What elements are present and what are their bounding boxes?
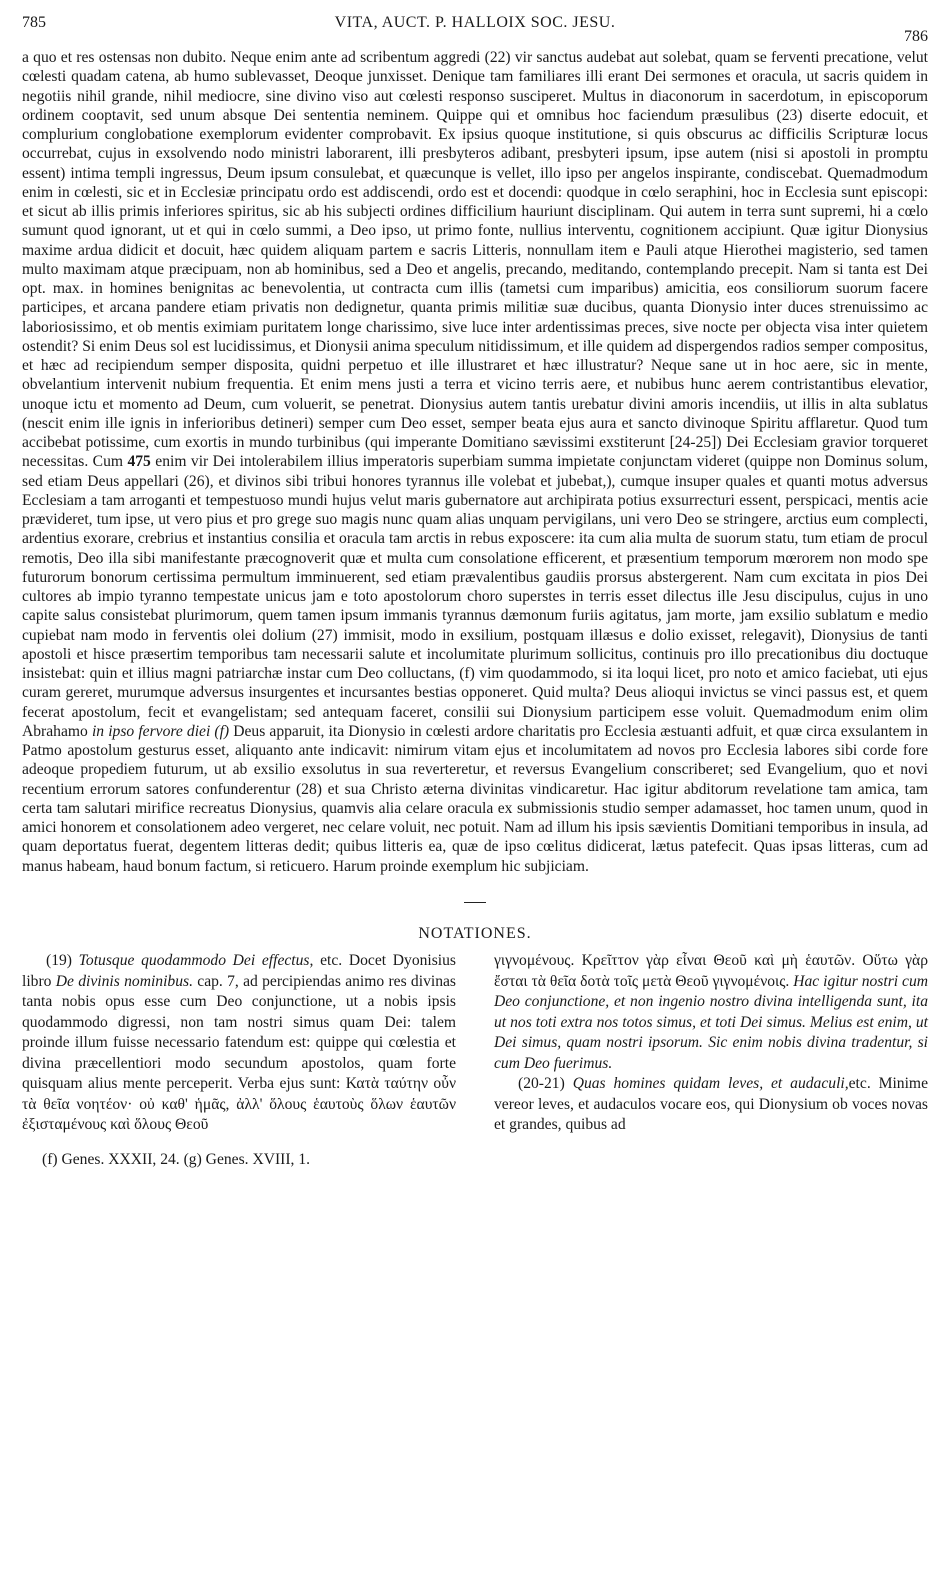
main-text-part-1: a quo et res ostensas non dubito. Neque enim ante ad scribentum aggredi (22) vir sanctus audebat aut solebat, quam se ferventi precatione, velut cœlesti quadam catena, ab humo sublevasset, Deoque junxisset. Denique tam familiares illi erant Dei sermones et oracula, ut sacris quidem in negotiis nihil grande, nihil mediocre, sine divino viso aut cœlesti responso susciperet. Multus in diaconorum in sacerdotum, in episcoporum ordinem cooptavit, sed unum absque Dei sententia neminem. Quippe qui et omnibus hoc faciendum præsulibus (23) diserte edocuit, et complurium conglobatione exemplorum evidenter comprobavit. Ex ipsius quoque institutione, si quis obscurus ac difficilis Scripturæ locus occurrebat, cujus in exsolvendo nodo ministri laborarent, illi presbyteros adibant, presbyteri ipsum, ipse autem (nisi si apostoli in promptu essent) intima templi ingressus, Deum ipsum consulebat, et quæcunque is vellet, illo ipso per angelos inspirante, condiscebat. Quemadmodum enim in cœlesti, sic et in Ecclesiæ principatu ordo est addiscendi, ordo est et docendi: quodque in cœlo seraphini, hoc in Ecclesia sunt episcopi: et sicut ab illis primis inferiores spiritus, sic ab his subjecti ordines difficilium hauriunt disciplinam. Qui autem in terra sunt supremi, hi a cœlo sumunt quod ignorant, ut et qui in cœlo summi, a Deo ipso, ut primo fonte, nullius interventu, cognitionem accipiunt. Quæ igitur Dionysius maxime ardua didicit et docuit, hæc quidem aliquam partem e sacris Litteris, nonnullam item e Pauli atque Hierothei magisterio, sed tamen multo maximam atque præcipuam, non ab hominibus, sed a Deo et angelis, precando, meditando, contemplando precepit. Nam si tanta est Dei opt. max. in homines benignitas ac benevolentia, ut contracta cum illis (tametsi cum imparibus) amicitia, eos consiliorum suorum facere participes, et arcana pandere etiam privatis non dedignetur, quanta primis militiæ suæ ducibus, quanta Dionysio inter duces strenuissimo ac laboriosissimo, et ob mentis eximiam puritatem longe charissimo, sive luce inter ardentissimas preces, sive nocte per objecta visa inter quietem ostendit? Si enim Deus sol est lucidissimus, et Dionysii anima speculum nitidissimum, et ille quidem ad dispergendos radios semper compositus, et hæc ad recipiendum semper disposita, quidni perpetuo et ille illustraret et hæc illustratur? Neque sane ut in hoc aere, sic in mente, obvelantium intervenit nubium frequentia. Et enim mens justi a terra et vicino terris aere, et nubibus hunc aerem contristantibus elevatior, unoque ictu et momento ad Deum, cum voluerit, se penetrat. Dionysius autem tantis urebatur divini amoris incendiis, ut illis in alta sublatus (nescit enim ille ignis in inferioribus detineri) semper cum Deo esset, semper beata ejus aura et sancto divinoque Spiritu afflaretur. Quod tum accibebat potissime, cum exortis in mundo turbinibus (qui imperante Domitiano sævissimi exstiterunt [24-25]) Dei Ecclesiam gravior torqueret necessitas. Cum (22, 49, 928, 471)
note-book-title: De divinis nominibus. (55, 972, 193, 990)
page-number-left: 785 (22, 14, 46, 31)
main-text-part-2: enim vir Dei intolerabilem illius imperatoris superbiam summa impietate conjunctam videret (quippe non Dominus solum, sed etiam Deus appellari (26), et divinos sibi tribui honores tyrannus ille volebat et jubebat,), cumque insuper quales et quanti motus adversus Ecclesiam a tam arroganti et tempestuoso mundi hujus velut maris gubernatore aut archipirata potius exsurrecturi essent, perspicaci, mentis acie prævideret, tum ipse, ut vero pius et pro grege suo magis nunc quam alias unquam pervigilans, uni vero Deo se stringere, arctius eum complecti, ardentius exorare, crebrius et instantius consilia et oracula tam arctis in rebus exposcere: ita cum alia multa de suorum statu, tum etiam de procul remotis, Deo illa sibi manifestante præcognoverit quæ et multa cum consolatione efficerent, et præsentium temporum mœrorem non modo spe futurorum bonorum certissima permultum imminuerent, sed etiam prævalentibus gaudiis prorsus abstergerent. Nam cum excitata in pios Dei cultores ab impio tyranno tempestate unicus jam e toto apostolorum choro superstes in terris esset dilectus ille Jesu discipulus, cujus in uno capite salus consistebat plurimorum, quem tamen ipsum immanis tyrannus dæmonum furiis agitatus, jam morte, jam exsilio sublatum e medio cupiebat nam modo in ferventis olei dolium (27) immisit, modo in exsilium, postquam illæsus e dolio exisset, relegavit), Dionysius de tanti apostoli et hisce præsertim temporibus tam necessarii salute et incolumitate plurimum sollicitus, continuis pro illo precationibus diu doctuque insistebat: quin et illius magni patriarchæ instar cum Deo colluctans, (f) vim quodammodo, si ita loqui licet, pro noto et amico faciebat, uti ejus curam gereret, murumque adversus insurgentes et incursantes bestias opponeret. Quid multa? Deus alioqui invictus se vinci passus est, et quem fecerat apostolum, fecit et evangelistam; sed antequam faceret, consilii sui Dionysium participem esse voluit. Quemadmodum enim olim Abrahamo (22, 453, 928, 740)
section-divider (464, 902, 486, 904)
main-text-italic: in ipso fervore diei (f) (91, 722, 230, 740)
main-text-part-3: Deus apparuit, ita Dionysio in cœlesti ardore charitatis pro Ecclesia æstuanti adfuit, et quæ circa exsulantem in Patmo apostolum gesturus esset, aliquanto ante indicavit: nimirum vitam ejus et incolumitatem ad novos pro Ecclesia labores sibi corde fore adeoque propediem futurum, ut ab exsilio exsolutus in sua reverteretur, et reversus Evangelium conscriberet; sed Evangelium, quo et novi recentium errorum satores confunderentur (28) et sua Christo æterna divinitas vindicaretur. Hac igitur abditorum revelatione tam amica, tam certa tam salutari mirifice recreatus Dionysius, quamvis alia celare oracula ex submissionis studio semper adamasset, hoc tamen unum, quod in amici honorem et consolationem adeo vergeret, nec celare voluit, nec potuit. Nam ad illum his ipsis sævientis Domitiani temporibus in insula, ad quam deportatus fuerat, degentem litteras dedit; quibus litteris ea, quæ de ipso cœlitus didicerat, lætus patefecit. Quas ipsas litteras, cum ad manus habeam, haud bonum factum, si reticuero. Harum proinde exemplum hic subjiciam. (22, 722, 928, 875)
note-number: (19) (46, 952, 72, 970)
note-greek-quote: Κατὰ ταύτην οὖν τὰ θεῖα νοητέον· οὐ καθ' ἡμᾶς, ἀλλ' ὅλους ἑαυτοὺς ὅλων ἑαυτῶν ἐξισταμένους καὶ ὅλους Θεοῦ (22, 1075, 456, 1134)
notes-title: NOTATIONES. (418, 925, 532, 943)
notes-left-column (22, 951, 456, 1170)
note-greek-continued: γιγνομένους. Κρεῖττον γὰρ εἶναι Θεοῦ καὶ μὴ ἑαυτῶν. Οὕτω γὰρ ἔσται τὰ θεῖα δοτὰ τοῖς μετὰ Θεοῦ γιγνομένοις. (494, 952, 928, 990)
note-number-2: (20-21) (518, 1075, 565, 1093)
running-title: VITA, AUCT. P. HALLOIX SOC. JESU. (334, 14, 616, 31)
page-number-right: 786 (904, 28, 928, 45)
note-text-c: etc. Minime vereor leves, et audaculos vocare eos, qui Dionysium ob voces novas et grandes, quibus ad (494, 1075, 928, 1134)
note-lemma: Totusque quodammodo Dei effectus, (78, 952, 314, 970)
footnote-references: (f) Genes. XXXII, 24. (g) Genes. XVIII, 1. (42, 1150, 311, 1168)
note-text-a: etc. Docet Dyonisius libro (22, 952, 457, 990)
notes-columns (22, 951, 928, 1170)
running-header (22, 14, 928, 48)
note-text-b: cap. 7, ad percipiendas animo res divinas tanta nobis opus esse cum Deo conjunctione, ut a nobis ipsis quodammodo digressi, non tam nostri simus quam Dei: talem proinde illum fuisse necessario fatendum est: quippe qui cœlestia et divina præcellentiori modo secundum apostolos, quam forte quisquam alius mente perceperit. Verba ejus sunt: (22, 972, 456, 1093)
margin-year: 475 (127, 453, 151, 471)
notes-right-column (494, 951, 928, 1170)
note-latin-translation: Hac igitur nostri cum Deo conjunctione, et non ingenio nostro divina intelligenda sunt, ita ut nos toti extra nos totos simus, et toti Dei simus. Melius est enim, ut Dei simus, quam nostri ipsorum. Sic enim nobis divina tradentur, si cum Deo fuerimus. (494, 972, 928, 1072)
page (22, 14, 928, 1170)
note-lemma-2: Quas homines quidam leves, et audaculi, (572, 1075, 849, 1093)
main-text (22, 48, 928, 876)
